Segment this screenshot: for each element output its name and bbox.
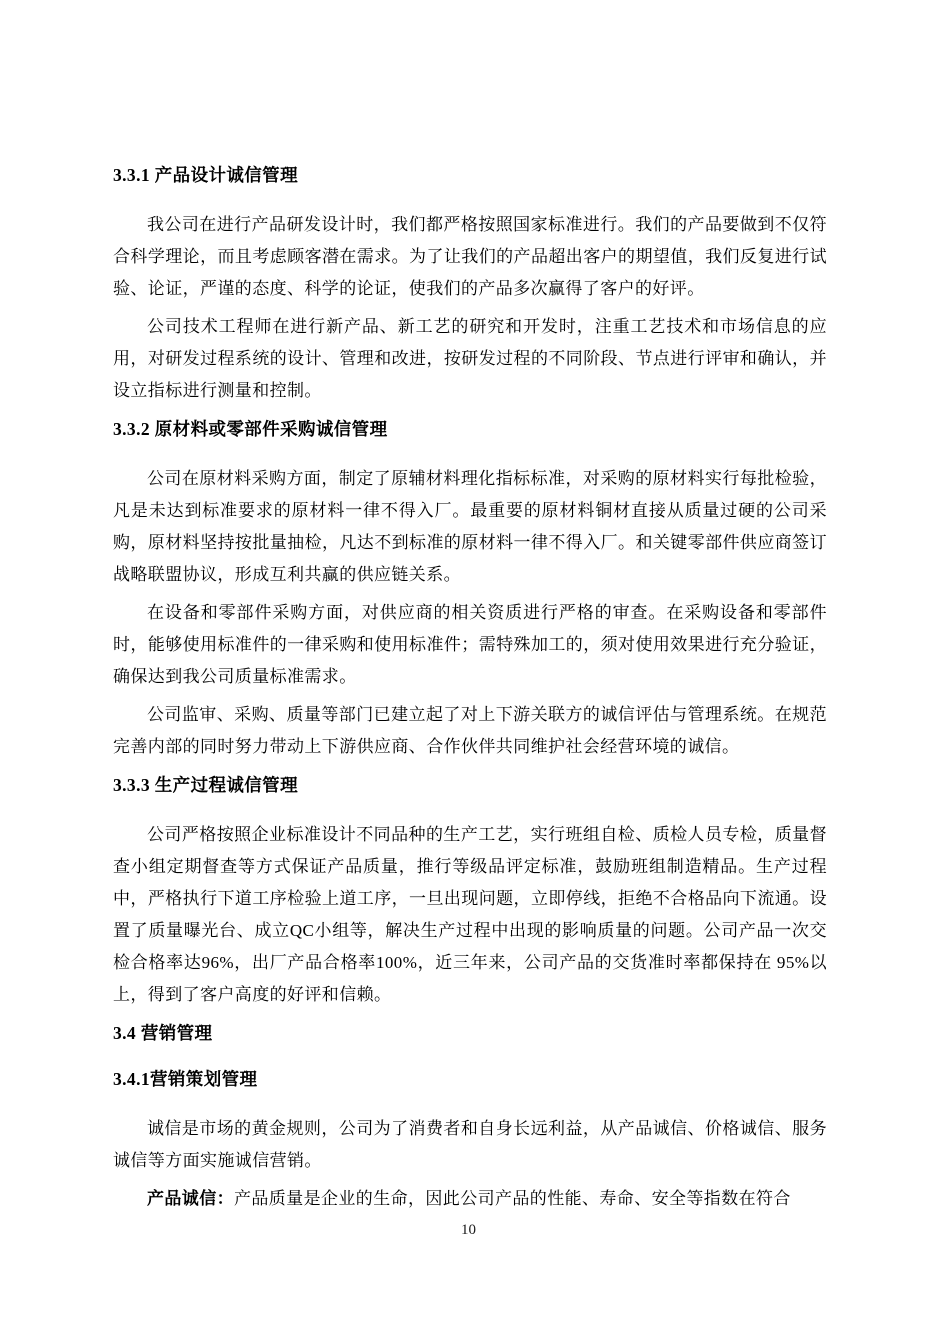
paragraph-procurement-1: 公司在原材料采购方面，制定了原辅材料理化指标标准，对采购的原材料实行每批检验，凡是未达到标准要求的原材料一律不得入厂。最重要的原材料铜材直接从质量过硬的公司采购，原材料坚持按批量抽检，凡达不到标准的原材料一律不得入厂。和关键零部件供应商签订战略联盟协议，形成互利共赢的供应链关系。 xyxy=(113,469,827,584)
section-heading-3-3-3: 3.3.3 生产过程诚信管理 xyxy=(113,775,298,795)
section-heading-3-3-2: 3.3.2 原材料或零部件采购诚信管理 xyxy=(113,419,388,439)
paragraph-product-integrity xyxy=(113,1183,827,1215)
paragraph-production-process: 公司严格按照企业标准设计不同品种的生产工艺，实行班组自检、质检人员专检，质量督查小组定期督查等方式保证产品质量，推行等级品评定标准，鼓励班组制造精品。生产过程中，严格执行下道工序检验上道工序，一旦出现问题，立即停线，拒绝不合格品向下流通。设置了质量曝光台、成立QC小组等，解决生产过程中出现的影响质量的问题。公司产品一次交检合格率达96%，出厂产品合格率100%，近三年来，公司产品的交货准时率都保持在 95%以上，得到了客户高度的好评和信赖。 xyxy=(113,825,827,1004)
paragraph-marketing-intro: 诚信是市场的黄金规则，公司为了消费者和自身长远利益，从产品诚信、价格诚信、服务诚信等方面实施诚信营销。 xyxy=(113,1119,827,1170)
section-heading-3-4-1: 3.4.1营销策划管理 xyxy=(113,1069,258,1089)
paragraph-bold-lead: 产品诚信： xyxy=(147,1189,234,1208)
paragraph-product-design-1: 我公司在进行产品研发设计时，我们都严格按照国家标准进行。我们的产品要做到不仅符合科学理论，而且考虑顾客潜在需求。为了让我们的产品超出客户的期望值，我们反复进行试验、论证，严谨的态度、科学的论证，使我们的产品多次赢得了客户的好评。 xyxy=(113,215,827,298)
paragraph-lead-rest: 产品质量是企业的生命，因此公司产品的性能、寿命、安全等指数在符合 xyxy=(234,1189,791,1208)
page-number: 10 xyxy=(461,1222,476,1238)
section-heading-3-4: 3.4 营销管理 xyxy=(113,1023,213,1043)
section-heading-3-3-1: 3.3.1 产品设计诚信管理 xyxy=(113,165,298,185)
paragraph-product-design-2: 公司技术工程师在进行新产品、新工艺的研究和开发时，注重工艺技术和市场信息的应用，对研发过程系统的设计、管理和改进，按研发过程的不同阶段、节点进行评审和确认，并设立指标进行测量和控制。 xyxy=(113,317,827,400)
paragraph-procurement-2: 在设备和零部件采购方面，对供应商的相关资质进行严格的审查。在采购设备和零部件时，能够使用标准件的一律采购和使用标准件；需特殊加工的，须对使用效果进行充分验证，确保达到我公司质量标准需求。 xyxy=(113,603,827,686)
paragraph-procurement-3: 公司监审、采购、质量等部门已建立起了对上下游关联方的诚信评估与管理系统。在规范完善内部的同时努力带动上下游供应商、合作伙伴共同维护社会经营环境的诚信。 xyxy=(113,705,827,756)
